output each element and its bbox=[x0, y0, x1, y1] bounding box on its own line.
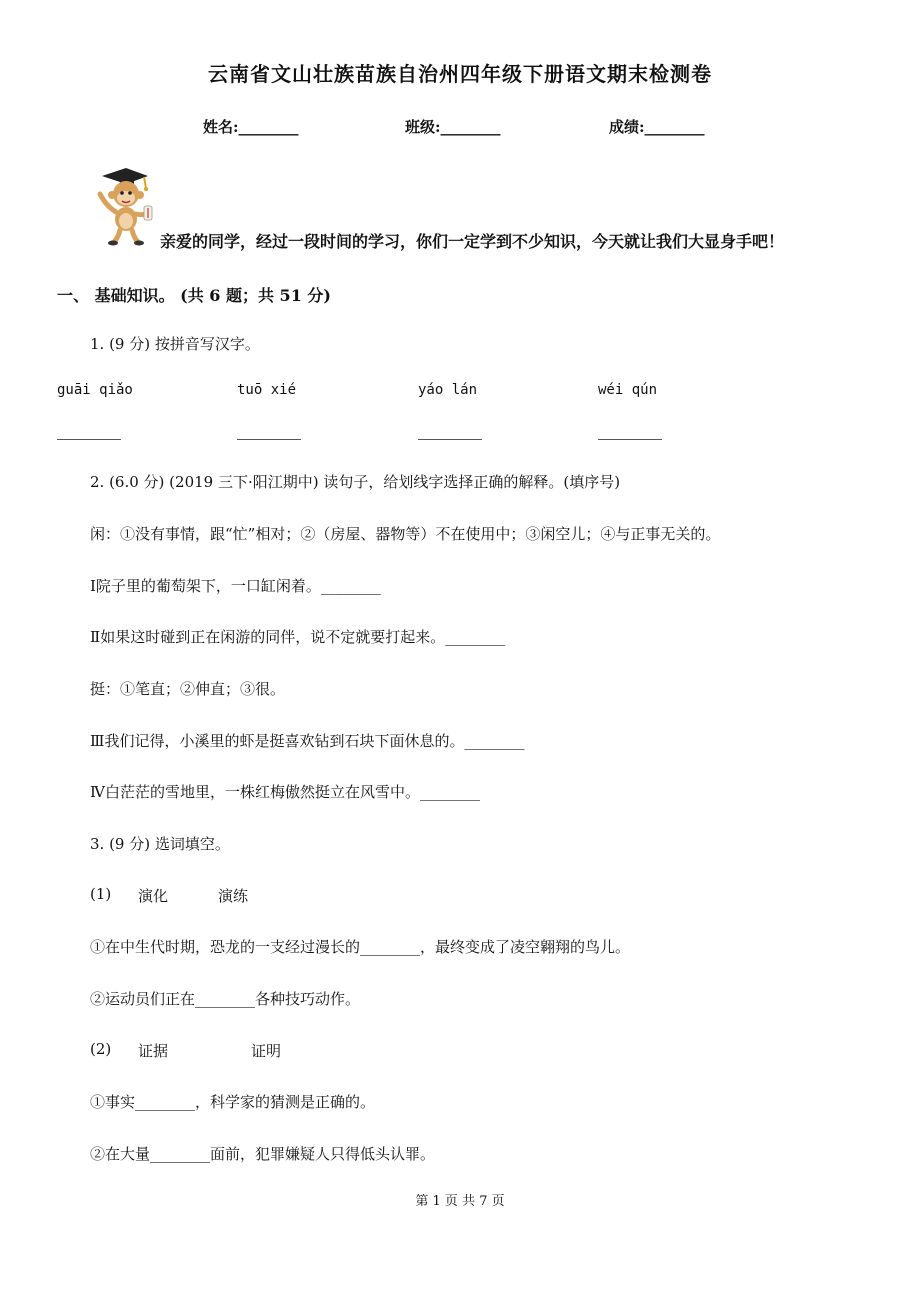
answer-line-2[interactable] bbox=[237, 438, 301, 440]
class-label: 班级: bbox=[405, 118, 441, 136]
student-mascot-icon bbox=[86, 164, 156, 246]
pinyin-4: wéi qún bbox=[598, 382, 658, 398]
name-label: 姓名: bbox=[203, 118, 239, 136]
definition-ting: 挺：①笔直；②伸直；③很。 bbox=[90, 680, 286, 698]
pinyin-3: yáo lán bbox=[418, 382, 478, 398]
definition-xian: 闲：①没有事情，跟“忙”相对；②（房屋、器物等）不在使用中；③闲空儿；④与正事无关的。 bbox=[90, 525, 721, 543]
score-blank: ________ bbox=[644, 118, 705, 136]
question-2-stem: 2. (6.0 分) (2019 三下·阳江期中) 读句子，给划线字选择正确的解释。(填序号) bbox=[90, 473, 621, 491]
class-blank: ________ bbox=[440, 118, 501, 136]
word-option-3: 证据 bbox=[138, 1042, 169, 1060]
section-heading: 一、 基础知识。 (共 6 题；共 51 分) bbox=[57, 286, 331, 305]
word-option-2: 演练 bbox=[218, 887, 249, 905]
word-option-1: 演化 bbox=[138, 887, 169, 905]
part-2-sentence-2: ②在大量________面前，犯罪嫌疑人只得低头认罪。 bbox=[90, 1145, 436, 1163]
class-field bbox=[405, 116, 501, 137]
answer-line-4[interactable] bbox=[598, 438, 662, 440]
pinyin-2: tuō xié bbox=[237, 382, 297, 398]
page-number: 第 1 页 共 7 页 bbox=[415, 1194, 505, 1209]
part-1-label: (1) bbox=[90, 885, 112, 903]
word-option-4: 证明 bbox=[251, 1042, 282, 1060]
sentence-1: Ⅰ院子里的葡萄架下，一口缸闲着。________ bbox=[90, 577, 381, 595]
part-2-sentence-1: ①事实________，科学家的猜测是正确的。 bbox=[90, 1093, 376, 1111]
pinyin-1: guāi qiǎo bbox=[57, 382, 133, 398]
part-1-sentence-1: ①在中生代时期，恐龙的一支经过漫长的________，最终变成了凌空翱翔的鸟儿。 bbox=[90, 938, 631, 956]
score-field bbox=[609, 116, 705, 137]
question-1-stem: 1. (9 分) 按拼音写汉字。 bbox=[90, 335, 260, 353]
sentence-4: Ⅳ白茫茫的雪地里，一株红梅傲然挺立在风雪中。________ bbox=[90, 783, 480, 801]
answer-line-1[interactable] bbox=[57, 438, 121, 440]
sentence-2: Ⅱ如果这时碰到正在闲游的同伴，说不定就要打起来。________ bbox=[90, 628, 506, 646]
answer-line-3[interactable] bbox=[418, 438, 482, 440]
part-1-sentence-2: ②运动员们正在________各种技巧动作。 bbox=[90, 990, 361, 1008]
sentence-3: Ⅲ我们记得，小溪里的虾是挺喜欢钻到石块下面休息的。________ bbox=[90, 732, 525, 750]
score-label: 成绩: bbox=[609, 118, 645, 136]
name-field bbox=[203, 116, 299, 137]
part-2-label: (2) bbox=[90, 1040, 112, 1058]
intro-text: 亲爱的同学，经过一段时间的学习，你们一定学到不少知识，今天就让我们大显身手吧！ bbox=[160, 232, 785, 251]
page-title: 云南省文山壮族苗族自治州四年级下册语文期末检测卷 bbox=[208, 62, 712, 86]
question-3-stem: 3. (9 分) 选词填空。 bbox=[90, 835, 230, 853]
name-blank: ________ bbox=[238, 118, 299, 136]
